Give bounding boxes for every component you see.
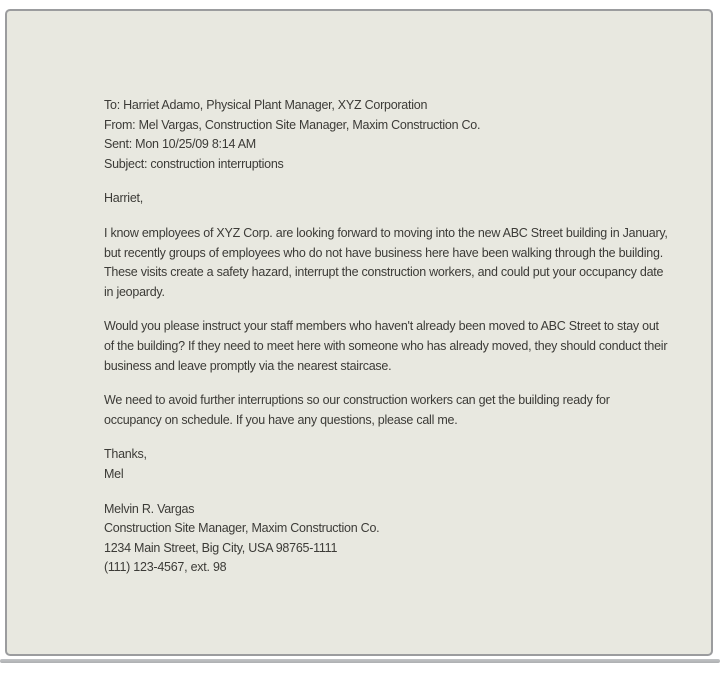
email-header-sent: Sent: Mon 10/25/09 8:14 AM xyxy=(104,137,256,152)
email-header-subject: Subject: construction interruptions xyxy=(104,156,284,171)
signature-phone: (111) 123-4567, ext. 98 xyxy=(104,560,227,575)
email-header-block xyxy=(104,96,679,174)
signature-address: 1234 Main Street, Big City, USA 98765-1111 xyxy=(104,540,338,555)
signature-title: Construction Site Manager, Maxim Construction Co. xyxy=(104,521,380,536)
paragraph-line: occupancy on schedule. If you have any questions, please call me. xyxy=(104,412,458,427)
signature-name: Melvin R. Vargas xyxy=(104,501,195,516)
body-paragraph-3 xyxy=(104,391,679,430)
figure-bottom-shadow xyxy=(0,659,720,663)
closing-name: Mel xyxy=(104,466,124,481)
email-header-to: To: Harriet Adamo, Physical Plant Manager, XYZ Corporation xyxy=(104,98,428,112)
closing-block xyxy=(104,445,679,484)
email-content xyxy=(104,96,679,578)
paragraph-line: Would you please instruct your staff members who haven't already been moved to ABC Street to stay out xyxy=(104,319,659,334)
salutation: Harriet, xyxy=(104,191,143,206)
signature-block xyxy=(104,500,679,578)
paragraph-line: in jeopardy. xyxy=(104,284,165,299)
body-paragraph-1 xyxy=(104,224,679,302)
paragraph-line: I know employees of XYZ Corp. are looking forward to moving into the new ABC Street building in January, xyxy=(104,225,668,240)
closing-thanks: Thanks, xyxy=(104,447,147,462)
paragraph-line: business and leave promptly via the nearest staircase. xyxy=(104,358,392,373)
body-paragraph-2 xyxy=(104,317,679,376)
email-header-from: From: Mel Vargas, Construction Site Manager, Maxim Construction Co. xyxy=(104,117,481,132)
paragraph-line: These visits create a safety hazard, interrupt the construction workers, and could put your occupancy date xyxy=(104,265,664,280)
paragraph-line: of the building? If they need to meet here with someone who has already moved, they should conduct their xyxy=(104,338,668,353)
email-message-card xyxy=(5,9,713,656)
paragraph-line: We need to avoid further interruptions so our construction workers can get the building ready for xyxy=(104,393,610,408)
paragraph-line: but recently groups of employees who do not have business here have been walking through the building. xyxy=(104,245,663,260)
